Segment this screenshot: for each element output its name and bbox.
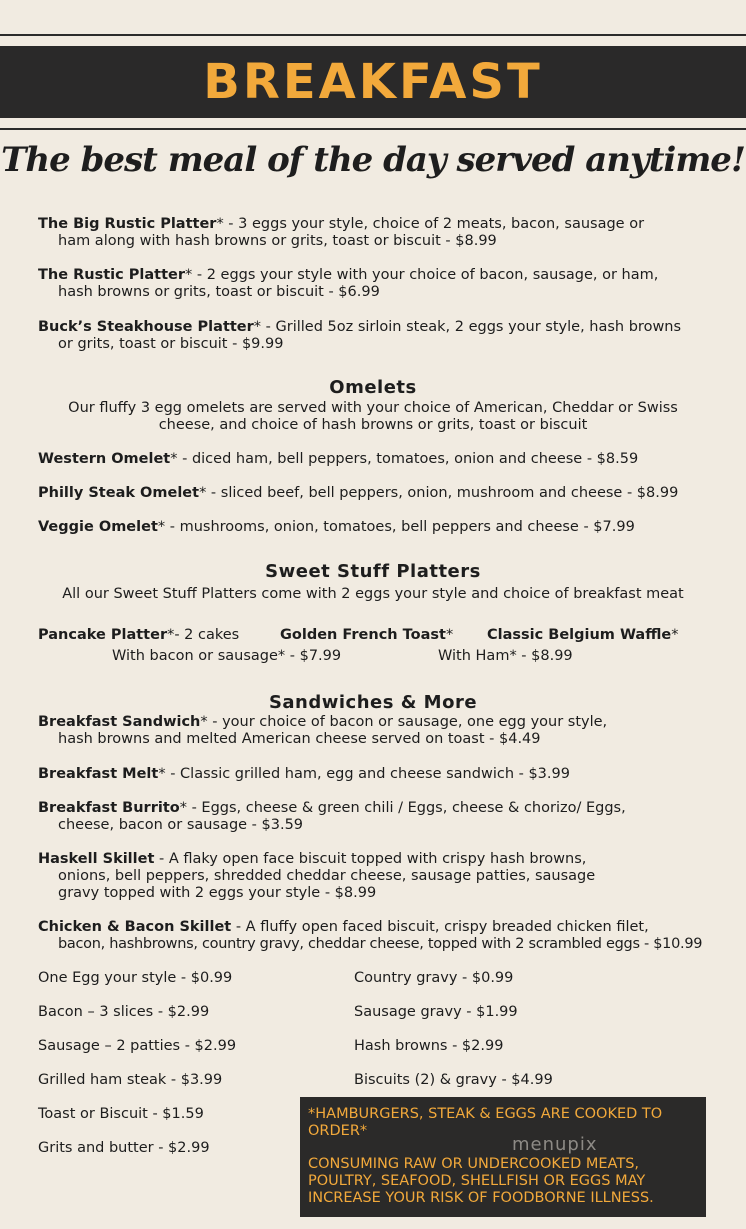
foodborne-warning: CONSUMING RAW OR UNDERCOOKED MEATS, POULTRY, SEAFOOD, SHELLFISH OR EGGS MAY INCREASE YOUR RISK OF FOODBORNE ILLNESS. <box>308 1156 654 1206</box>
item-desc: - sliced beef, bell peppers, onion, mushroom and cheese - $8.99 <box>206 485 679 501</box>
item-desc: - diced ham, bell peppers, tomatoes, onion and cheese - $8.59 <box>177 451 639 467</box>
item-desc: - your choice of bacon or sausage, one egg your style, <box>207 714 608 730</box>
menu-item <box>38 919 738 953</box>
menu-item: The Big Rustic Platter* - 3 eggs your style, choice of 2 meats, bacon, sausage or ham along with hash browns or grits, toast or biscuit - $8.99 <box>38 216 718 250</box>
watermark-logo: menupix <box>512 1134 598 1155</box>
side-item: Toast or Biscuit - $1.59 <box>38 1106 204 1122</box>
item-desc: - A flaky open face biscuit topped with crispy hash browns, <box>154 851 587 867</box>
item-name: Chicken & Bacon Skillet <box>38 919 232 935</box>
item-desc-cont: cheese, bacon or sausage - $3.59 <box>58 817 304 833</box>
item-desc: - Eggs, cheese & green chili / Eggs, cheese & chorizo/ Eggs, <box>186 800 626 816</box>
side-item: One Egg your style - $0.99 <box>38 970 233 986</box>
item-desc: - 3 eggs your style, choice of 2 meats, bacon, sausage or <box>223 216 645 232</box>
item-name: Breakfast Burrito <box>38 800 180 816</box>
with-bacon-price: With bacon or sausage* - $7.99 <box>112 648 342 664</box>
section-heading-sandwiches: Sandwiches & More <box>268 692 478 713</box>
section-heading-omelets: Omelets <box>329 377 417 398</box>
tagline: The best meal of the day served anytime! <box>1 140 745 180</box>
item-desc-cont: onions, bell peppers, shredded cheddar cheese, sausage patties, sausage <box>58 868 596 884</box>
belgium-waffle: Classic Belgium Waffle* <box>487 627 679 643</box>
side-item: Sausage gravy - $1.99 <box>354 1004 518 1020</box>
title-banner <box>0 46 746 118</box>
item-desc-cont: hash browns or grits, toast or biscuit - $6.99 <box>58 284 380 300</box>
banner-rule <box>0 128 746 130</box>
side-item: Biscuits (2) & gravy - $4.99 <box>354 1072 553 1088</box>
side-item: Grits and butter - $2.99 <box>38 1140 210 1156</box>
top-rule <box>0 34 746 36</box>
french-toast: Golden French Toast* <box>280 627 454 643</box>
item-name: Breakfast Melt <box>38 766 159 782</box>
health-notice <box>300 1097 706 1217</box>
menu-item: The Rustic Platter* - 2 eggs your style with your choice of bacon, sausage, or ham, hash browns or grits, toast or biscuit - $6.99 <box>38 267 718 301</box>
menu-item: Veggie Omelet* - mushrooms, onion, tomatoes, bell peppers and cheese - $7.99 <box>38 519 635 535</box>
section-heading-sweet: Sweet Stuff Platters <box>265 561 481 582</box>
omelets-intro-cont: cheese, and choice of hash browns or grits, toast or biscuit <box>158 417 588 433</box>
page-title: BREAKFAST <box>203 54 543 110</box>
item-desc-cont: bacon, hashbrowns, country gravy, cheddar cheese, topped with 2 scrambled eggs - $10.99 <box>58 936 703 952</box>
item-name: Buck’s Steakhouse Platter <box>38 319 254 335</box>
item-desc: - Classic grilled ham, egg and cheese sandwich - $3.99 <box>165 766 570 782</box>
omelets-intro: Our fluffy 3 egg omelets are served with your choice of American, Cheddar or Swiss <box>68 400 678 416</box>
item-name: Haskell Skillet <box>38 851 155 867</box>
item-desc-cont: ham along with hash browns or grits, toast or biscuit - $8.99 <box>58 233 497 249</box>
item-name: Philly Steak Omelet <box>38 485 200 501</box>
menu-item: Breakfast Melt* - Classic grilled ham, egg and cheese sandwich - $3.99 <box>38 766 570 782</box>
side-item: Hash browns - $2.99 <box>354 1038 504 1054</box>
cooked-to-order-note: *HAMBURGERS, STEAK & EGGS ARE COOKED TO ORDER* <box>308 1106 663 1139</box>
item-desc-cont: gravy topped with 2 eggs your style - $8.99 <box>58 885 377 901</box>
item-name: Breakfast Sandwich <box>38 714 201 730</box>
item-name: Western Omelet <box>38 451 171 467</box>
menu-item: Western Omelet* - diced ham, bell peppers, tomatoes, onion and cheese - $8.59 <box>38 451 639 467</box>
item-desc-cont: hash browns and melted American cheese served on toast - $4.49 <box>58 731 541 747</box>
side-item: Country gravy - $0.99 <box>354 970 514 986</box>
item-desc: - mushrooms, onion, tomatoes, bell peppers and cheese - $7.99 <box>165 519 635 535</box>
menu-item: Philly Steak Omelet* - sliced beef, bell peppers, onion, mushroom and cheese - $8.99 <box>38 485 679 501</box>
menu-item: Breakfast Sandwich* - your choice of bacon or sausage, one egg your style, hash browns and melted American cheese served on toast - $4.49 <box>38 714 718 748</box>
menu-item: Breakfast Burrito* - Eggs, cheese & green chili / Eggs, cheese & chorizo/ Eggs, cheese, bacon or sausage - $3.59 <box>38 800 718 834</box>
side-item: Bacon – 3 slices - $2.99 <box>38 1004 210 1020</box>
item-desc: - 2 eggs your style with your choice of bacon, sausage, or ham, <box>192 267 659 283</box>
item-name: Veggie Omelet <box>38 519 158 535</box>
menu-item <box>38 851 718 902</box>
with-ham-price: With Ham* - $8.99 <box>438 648 573 664</box>
item-name: The Big Rustic Platter <box>38 216 217 232</box>
item-desc: - Grilled 5oz sirloin steak, 2 eggs your style, hash browns <box>261 319 682 335</box>
menu-item: Buck’s Steakhouse Platter* - Grilled 5oz sirloin steak, 2 eggs your style, hash browns or grits, toast or biscuit - $9.99 <box>38 319 718 353</box>
item-desc-cont: or grits, toast or biscuit - $9.99 <box>58 336 284 352</box>
item-desc: - A fluffy open faced biscuit, crispy breaded chicken filet, <box>231 919 649 935</box>
side-item: Grilled ham steak - $3.99 <box>38 1072 223 1088</box>
side-item: Sausage – 2 patties - $2.99 <box>38 1038 237 1054</box>
sweet-intro: All our Sweet Stuff Platters come with 2 eggs your style and choice of breakfast meat <box>62 586 684 602</box>
pancake-platter: Pancake Platter*- 2 cakes <box>38 627 240 643</box>
item-name: The Rustic Platter <box>38 267 185 283</box>
